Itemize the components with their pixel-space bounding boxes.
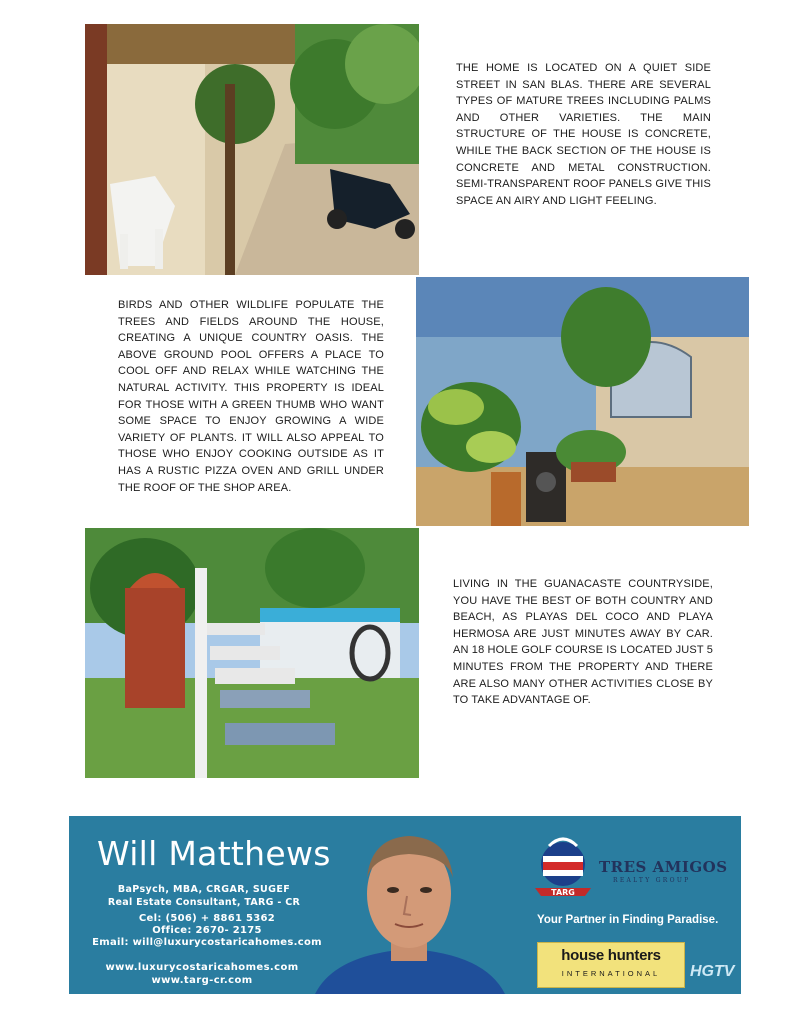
targ-logo-icon xyxy=(527,830,599,906)
agent-website-1[interactable]: www.luxurycostaricahomes.com xyxy=(105,962,299,973)
paragraph-countryside: LIVING IN THE GUANACASTE COUNTRYSIDE, YOU HAVE THE BEST OF BOTH COUNTRY AND BEACH, AS PLAYAS DEL COCO AND PLAYA HERMOSA ARE JUST MINUTES AWAY BY CAR. AN 18 HOLE GOLF COURSE IS LOCATED JUST 5 MINUTES FROM THE PROPERTY AND THERE ARE ALSO MANY OTHER ACTIVITIES CLOSE BY TO TAKE ADVANTAGE OF. xyxy=(453,578,713,707)
house-hunters-logo xyxy=(537,942,685,988)
company-name: TRES AMIGOS xyxy=(599,858,728,876)
tagline: Your Partner in Finding Paradise. xyxy=(537,914,719,926)
paragraph-wildlife: BIRDS AND OTHER WILDLIFE POPULATE THE TREES AND FIELDS AROUND THE HOUSE, CREATING A UNIQUE COUNTRY OASIS. THE ABOVE GROUND POOL OFFERS A PLACE TO COOL OFF AND RELAX WHILE WATCHING THE NATURAL ACTIVITY. THIS PROPERTY IS IDEAL FOR THOSE WITH A GREEN THUMB WHO WANT SOME SPACE TO ENJOY GROWING A WIDE VARIETY OF PLANTS. IT WILL ALSO APPEAL TO THOSE WHO ENJOY COOKING OUTSIDE AS IT HAS A RUSTIC PIZZA OVEN AND GRILL UNDER THE ROOF OF THE SHOP AREA. xyxy=(118,299,384,494)
agent-portrait xyxy=(295,816,525,994)
agent-office: Office: 2670- 2175 xyxy=(152,925,262,936)
agent-banner xyxy=(69,816,741,994)
agent-name: Will Matthews xyxy=(97,834,331,873)
hgtv-logo: HGTV xyxy=(690,963,735,980)
patio-scooter-photo xyxy=(85,24,419,275)
agent-credentials: BaPsych, MBA, CRGAR, SUGEF xyxy=(117,884,291,895)
logo-text: TARG xyxy=(551,888,575,897)
agent-role: Real Estate Consultant, TARG - CR xyxy=(107,897,301,908)
pool-stairs-photo xyxy=(85,528,419,778)
agent-cell: Cel: (506) + 8861 5362 xyxy=(138,913,276,924)
company-subtitle: REALTY GROUP xyxy=(613,877,691,884)
house-hunters-subtitle: INTERNATIONAL xyxy=(561,969,661,978)
paragraph-location: THE HOME IS LOCATED ON A QUIET SIDE STREET IN SAN BLAS. THERE ARE SEVERAL TYPES OF MATURE TREES INCLUDING PALMS AND OTHER VARIETIES. THE MAIN STRUCTURE OF THE HOUSE IS CONCRETE, WHILE THE BACK SECTION OF THE HOUSE IS CONCRETE AND METAL CONSTRUCTION. SEMI-TRANSPARENT ROOF PANELS GIVE THIS SPACE AN AIRY AND LIGHT FEELING. xyxy=(456,62,711,207)
agent-website-2[interactable]: www.targ-cr.com xyxy=(151,975,253,986)
plants-birdcage-photo xyxy=(416,277,749,526)
agent-email[interactable]: Email: will@luxurycostaricahomes.com xyxy=(92,937,322,948)
house-hunters-title: house hunters xyxy=(561,947,661,964)
